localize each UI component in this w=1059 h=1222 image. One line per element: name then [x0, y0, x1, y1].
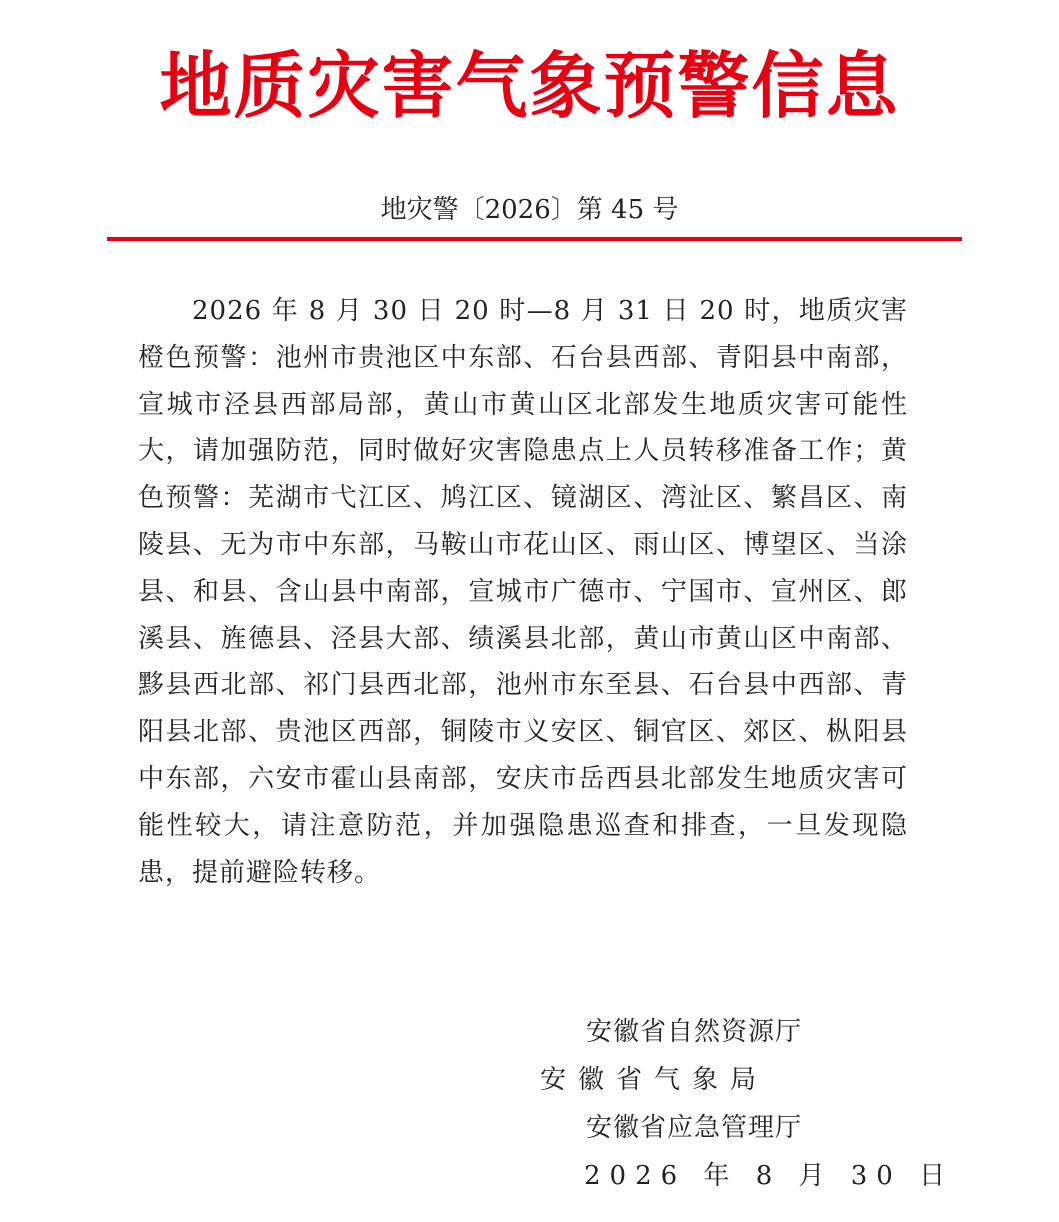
- issuer-natural-resources: 安徽省自然资源厅: [586, 1017, 803, 1047]
- warning-body-paragraph: 2026 年 8 月 30 日 20 时—8 月 31 日 20 时，地质灾害橙色预警：池州市贵池区中东部、石台县西部、青阳县中南部，宣城市泾县西部局部，黄山市黄山区北部发生地质灾害可能性大，请加强防范，同时做好灾害隐患点上人员转移准备工作；黄色预警：芜湖市弋江区、鸠江区、镜湖区、湾沚区、繁昌区、南陵县、无为市中东部，马鞍山市花山区、雨山区、博望区、当涂县、和县、含山县中南部，宣城市广德市、宁国市、宣州区、郎溪县、旌德县、泾县大部、绩溪县北部，黄山市黄山区中南部、黟县西北部、祁门县西北部，池州市东至县、石台县中西部、青阳县北部、贵池区西部，铜陵市义安区、铜官区、郊区、枞阳县中东部，六安市霍山县南部，安庆市岳西县北部发生地质灾害可能性较大，请注意防范，并加强隐患巡查和排查，一旦发现隐患，提前避险转移。: [138, 296, 908, 888]
- red-divider-line: [107, 237, 962, 241]
- document-title: 地质灾害气象预警信息: [159, 44, 900, 128]
- issue-date: 2026 年 8 月 30 日: [584, 1161, 955, 1191]
- issuer-emergency-management: 安徽省应急管理厅: [586, 1113, 803, 1143]
- issuer-meteorological-bureau: 安徽省气象局: [540, 1065, 769, 1095]
- document-number: 地灾警〔2026〕第 45 号: [380, 195, 679, 225]
